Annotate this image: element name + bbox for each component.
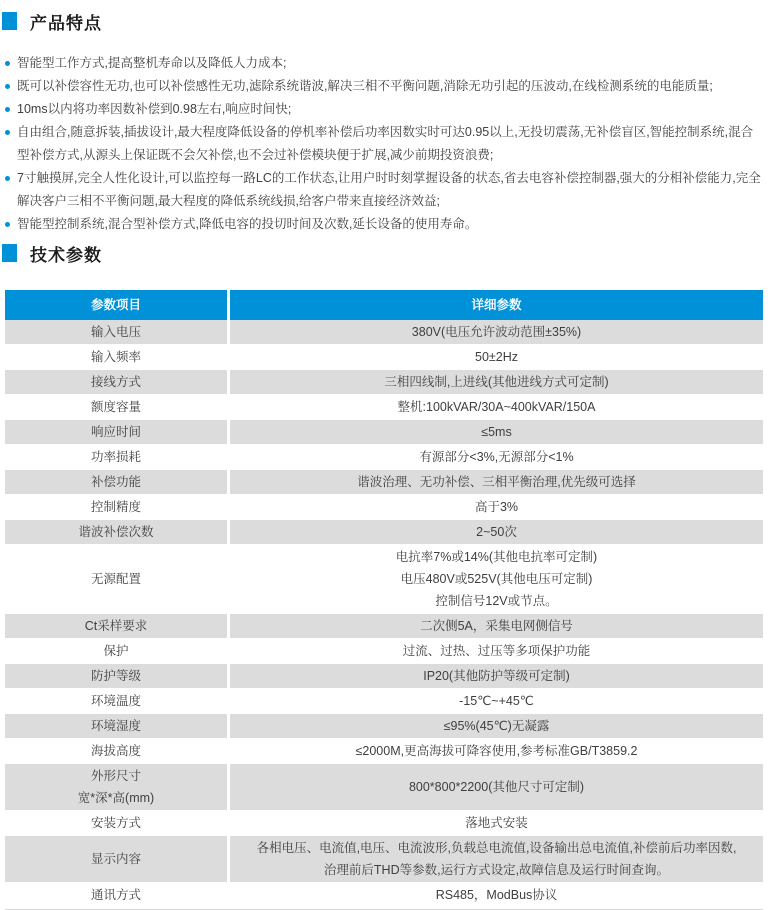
- table-row: [5, 320, 763, 344]
- table-row: [5, 445, 763, 469]
- parameter-cell: 防护等级: [5, 664, 227, 688]
- column-header-detail: 详细参数: [230, 290, 763, 320]
- specs-section: [0, 244, 768, 910]
- feature-item: [4, 213, 764, 236]
- parameter-cell: 响应时间: [5, 420, 227, 444]
- detail-cell: 各相电压、电流值,电压、电流波形,负载总电流值,设备输出总电流值,补偿前后功率因数, 治理前后THD等参数,运行方式设定,故障信息及运行时间查询。: [230, 836, 763, 882]
- feature-item: [4, 75, 764, 98]
- table-row: [5, 883, 763, 907]
- detail-cell: 整机:100kVAR/30A~400kVAR/150A: [230, 395, 763, 419]
- features-list: [4, 52, 764, 236]
- detail-cell: 50±2Hz: [230, 345, 763, 369]
- detail-cell: 高于3%: [230, 495, 763, 519]
- parameter-cell: Ct采样要求: [5, 614, 227, 638]
- parameter-cell: 环境湿度: [5, 714, 227, 738]
- detail-cell: 380V(电压允许波动范围±35%): [230, 320, 763, 344]
- table-row: [5, 739, 763, 763]
- specs-title: 技术参数: [30, 245, 102, 265]
- bullet-icon: [5, 176, 10, 181]
- detail-cell: RS485，ModBus协议: [230, 883, 763, 907]
- table-row: [5, 639, 763, 663]
- table-row: [5, 395, 763, 419]
- parameter-cell: 环境温度: [5, 689, 227, 713]
- detail-cell: 2~50次: [230, 520, 763, 544]
- blue-square-icon: [2, 12, 17, 30]
- parameter-cell: 输入频率: [5, 345, 227, 369]
- detail-cell: 谐波治理、无功补偿、三相平衡治理,优先级可选择: [230, 470, 763, 494]
- table-row: [5, 836, 763, 882]
- parameter-cell: 安装方式: [5, 811, 227, 835]
- parameter-cell: 保护: [5, 639, 227, 663]
- bullet-icon: [5, 61, 10, 66]
- feature-text: 7寸触摸屏,完全人性化设计,可以监控每一路LC的工作状态,让用户时时刻掌握设备的状态,省去电容补偿控制器,强大的分相补偿能力,完全解决客户三相不平衡问题,最大程度的降低系统线损,给客户带来直接经济效益;: [17, 171, 761, 208]
- parameter-cell: 显示内容: [5, 836, 227, 882]
- feature-item: [4, 167, 764, 213]
- table-row: [5, 420, 763, 444]
- bullet-icon: [5, 222, 10, 227]
- table-row: [5, 664, 763, 688]
- parameter-cell: 控制精度: [5, 495, 227, 519]
- detail-cell: 落地式安装: [230, 811, 763, 835]
- table-row: [5, 370, 763, 394]
- feature-text: 智能型工作方式,提高整机寿命以及降低人力成本;: [17, 56, 287, 70]
- feature-item: [4, 98, 764, 121]
- detail-cell: 三相四线制,上进线(其他进线方式可定制): [230, 370, 763, 394]
- feature-text: 既可以补偿容性无功,也可以补偿感性无功,滤除系统谐波,解决三相不平衡问题,消除无功引起的压波动,在线检测系统的电能质量;: [17, 79, 713, 93]
- column-header-parameter: 参数项目: [5, 290, 227, 320]
- spec-table-body: [5, 320, 763, 907]
- parameter-cell: 无源配置: [5, 545, 227, 613]
- feature-text: 智能型控制系统,混合型补偿方式,降低电容的投切时间及次数,延长设备的使用寿命。: [17, 217, 478, 231]
- feature-text: 10ms以内将功率因数补偿到0.98左右,响应时间快;: [17, 102, 292, 116]
- feature-text: 自由组合,随意拆装,插拔设计,最大程度降低设备的停机率补偿后功率因数实时可达0.95以上,无投切震荡,无补偿盲区,智能控制系统,混合型补偿方式,从源头上保证既不会欠补偿,也不会过补偿模块便于扩展,减少前期投资浪费;: [17, 125, 754, 162]
- bullet-icon: [5, 130, 10, 135]
- parameter-cell: 输入电压: [5, 320, 227, 344]
- features-header: [2, 12, 768, 33]
- table-row: [5, 520, 763, 544]
- parameter-cell: 接线方式: [5, 370, 227, 394]
- detail-cell: ≤95%(45℃)无凝露: [230, 714, 763, 738]
- table-row: [5, 614, 763, 638]
- detail-cell: 有源部分<3%,无源部分<1%: [230, 445, 763, 469]
- spec-table-header-row: [5, 290, 763, 320]
- table-row: [5, 470, 763, 494]
- bullet-icon: [5, 84, 10, 89]
- detail-cell: -15℃~+45℃: [230, 689, 763, 713]
- parameter-cell: 外形尺寸 宽*深*高(mm): [5, 764, 227, 810]
- parameter-cell: 海拔高度: [5, 739, 227, 763]
- detail-cell: IP20(其他防护等级可定制): [230, 664, 763, 688]
- parameter-cell: 功率损耗: [5, 445, 227, 469]
- parameter-cell: 通讯方式: [5, 883, 227, 907]
- spec-table: [5, 290, 763, 910]
- detail-cell: 二次侧5A，采集电网侧信号: [230, 614, 763, 638]
- features-section: [0, 12, 768, 236]
- table-row: [5, 764, 763, 810]
- parameter-cell: 谐波补偿次数: [5, 520, 227, 544]
- table-row: [5, 545, 763, 613]
- table-row: [5, 689, 763, 713]
- table-row: [5, 811, 763, 835]
- parameter-cell: 补偿功能: [5, 470, 227, 494]
- parameter-cell: 额度容量: [5, 395, 227, 419]
- blue-square-icon: [2, 244, 17, 262]
- detail-cell: ≤2000M,更高海拔可降容使用,参考标准GB/T3859.2: [230, 739, 763, 763]
- detail-cell: 800*800*2200(其他尺寸可定制): [230, 764, 763, 810]
- detail-cell: ≤5ms: [230, 420, 763, 444]
- specs-header: [2, 244, 768, 265]
- table-row: [5, 714, 763, 738]
- bullet-icon: [5, 107, 10, 112]
- feature-item: [4, 52, 764, 75]
- features-title: 产品特点: [30, 13, 102, 33]
- detail-cell: 电抗率7%或14%(其他电抗率可定制) 电压480V或525V(其他电压可定制) 控制信号12V或节点。: [230, 545, 763, 613]
- table-row: [5, 495, 763, 519]
- table-row: [5, 345, 763, 369]
- feature-item: [4, 121, 764, 167]
- detail-cell: 过流、过热、过压等多项保护功能: [230, 639, 763, 663]
